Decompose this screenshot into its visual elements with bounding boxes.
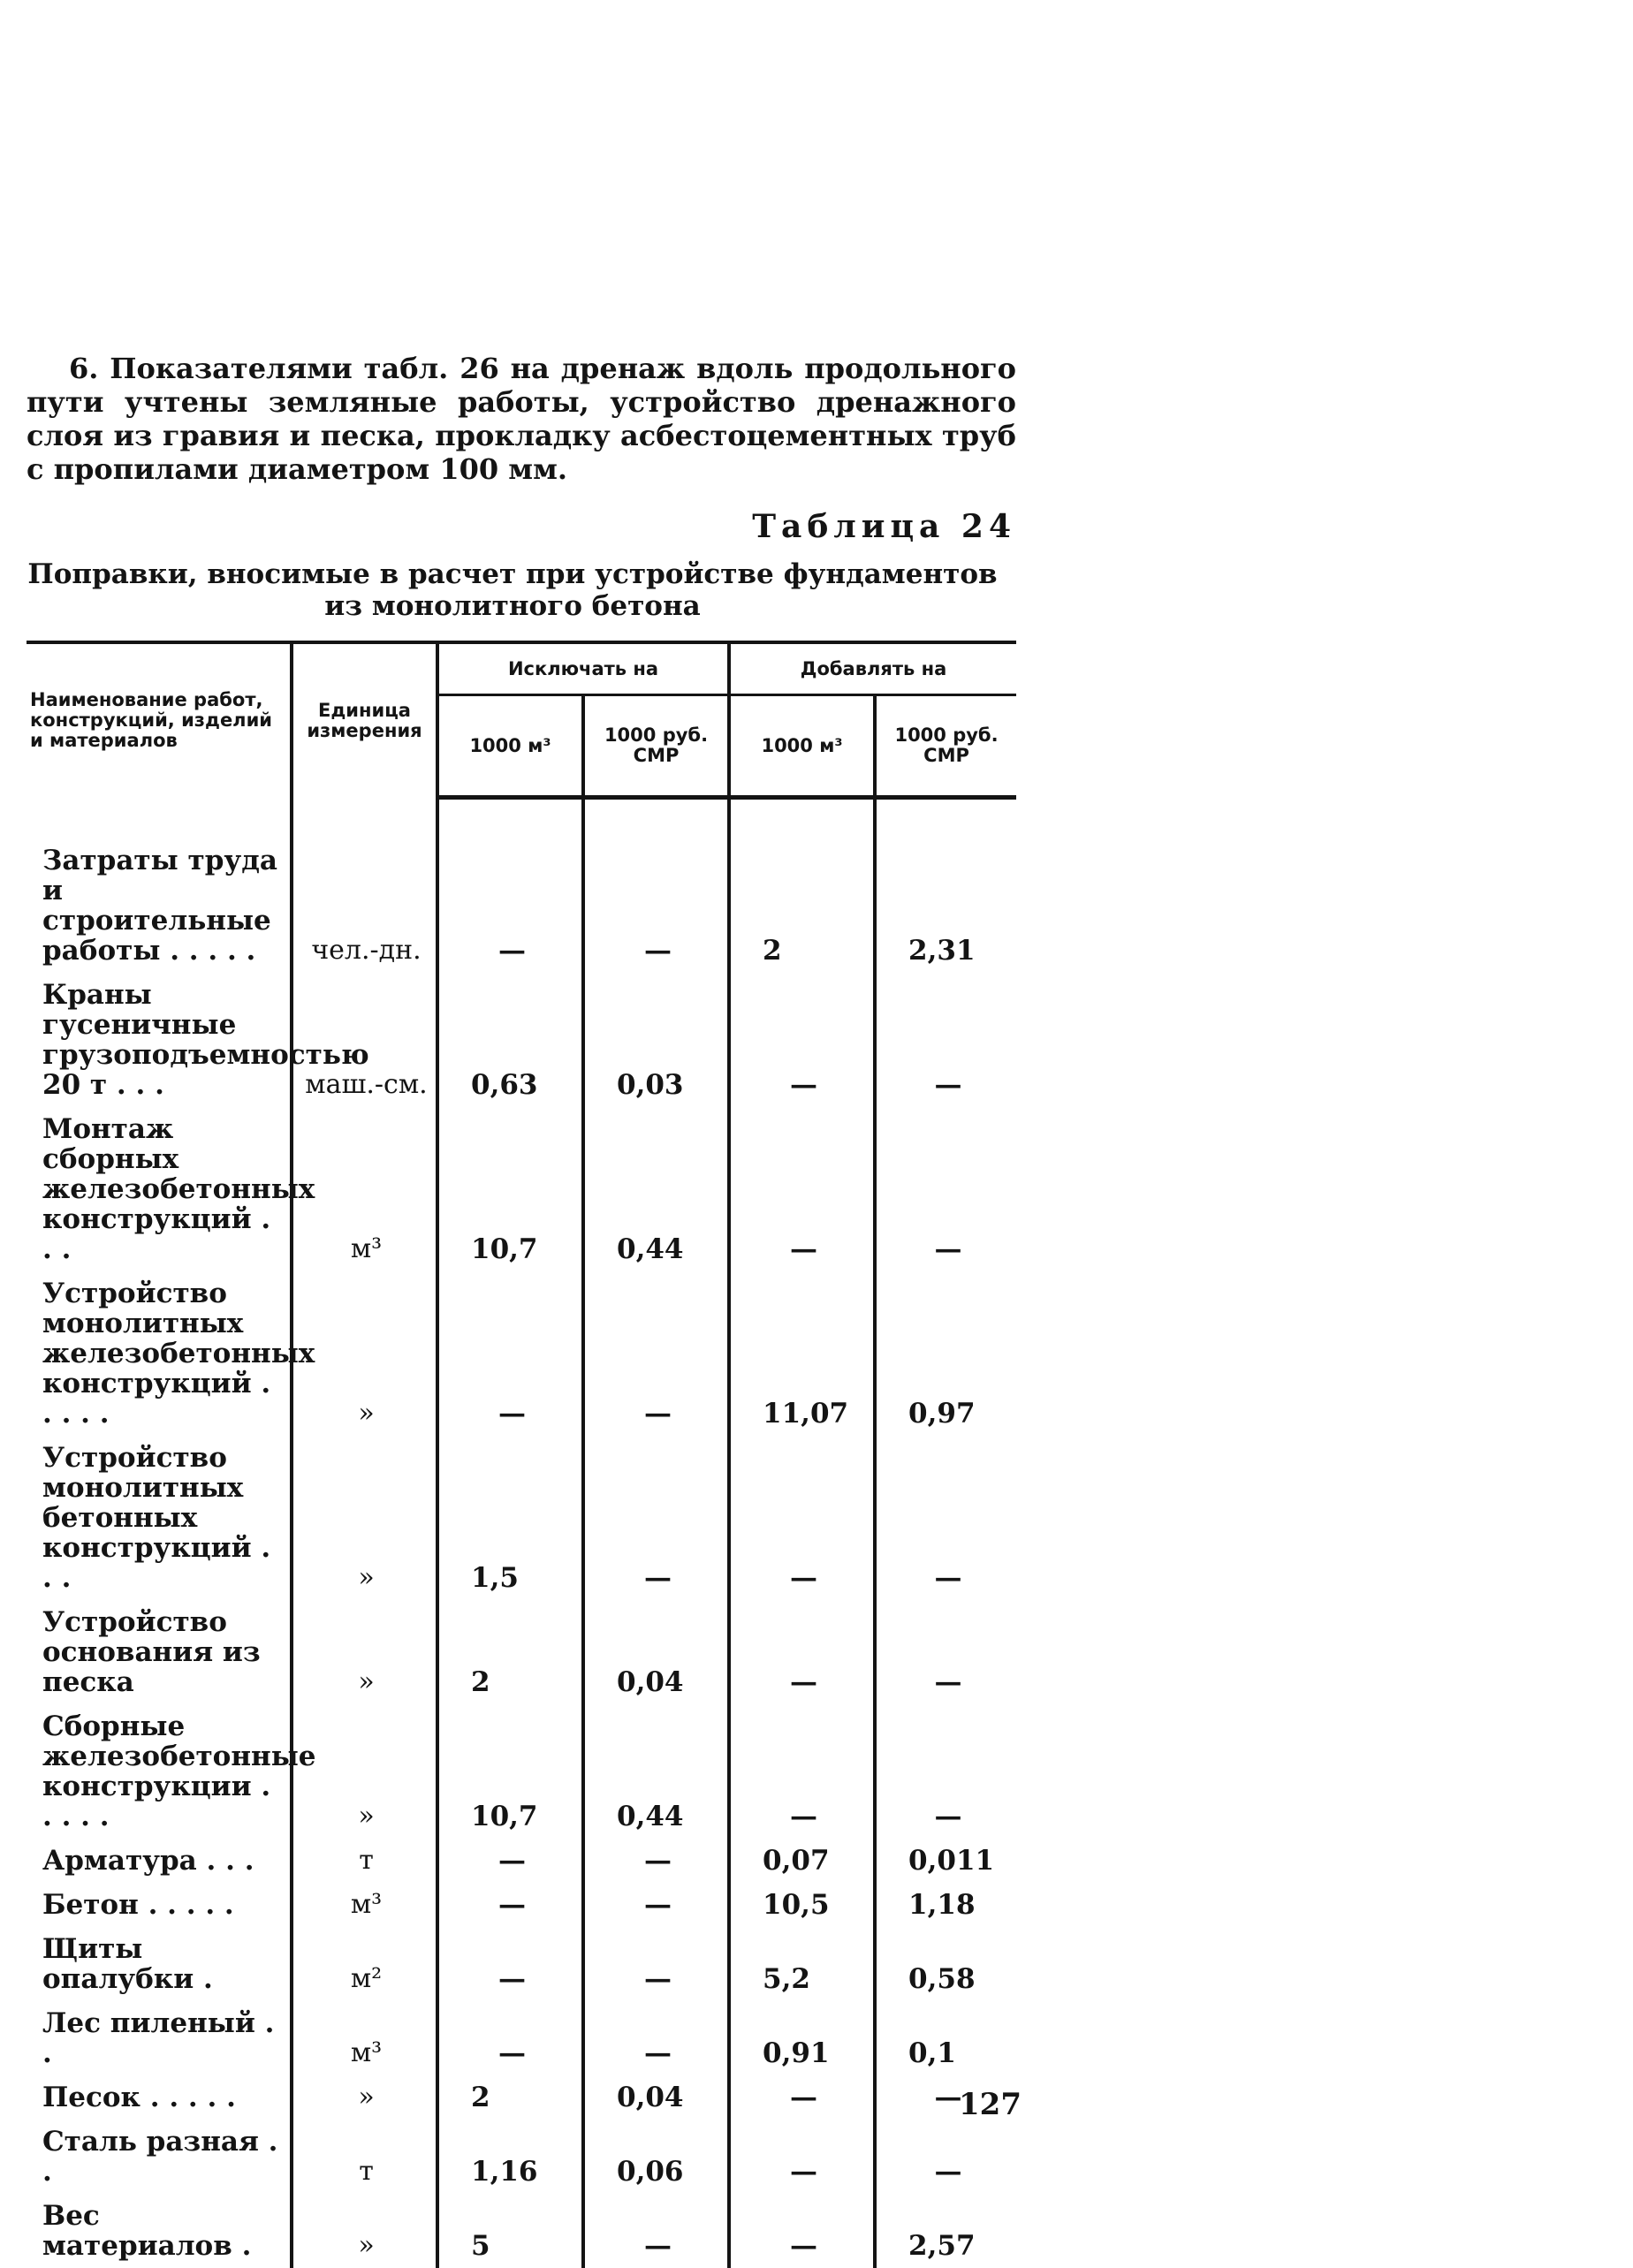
- cell-exclude-1000rub: —: [583, 1883, 729, 1927]
- cell-add-1000rub: 2,31: [875, 798, 1016, 973]
- cell-unit: »: [292, 2194, 437, 2268]
- cell-name: Арматура . . .: [42, 1844, 254, 1877]
- cell-exclude-1000rub: 0,06: [583, 2120, 729, 2194]
- cell-unit: м³: [292, 2001, 437, 2075]
- cell-exclude-1000rub: —: [583, 798, 729, 973]
- cell-exclude-1000rub: —: [583, 1927, 729, 2001]
- cell-exclude-1000rub: 0,03: [583, 973, 729, 1107]
- table-row: [27, 2120, 1016, 2194]
- cell-exclude-1000rub: —: [583, 2194, 729, 2268]
- cell-name: Устройство монолитных железобетонных конструкций . . . . .: [42, 1277, 315, 1430]
- cell-name: Лес пиленый . .: [42, 2006, 275, 2069]
- cell-add-1000m3: —: [729, 1107, 875, 1271]
- cell-add-1000rub: 1,18: [875, 1883, 1016, 1927]
- cell-add-1000rub: —: [875, 1436, 1016, 1600]
- cell-name: Устройство монолитных бетонных конструкций . . .: [42, 1441, 271, 1594]
- header-add-group: Добавлять на: [729, 642, 1016, 695]
- header-exclude-1000m3: 1000 м³: [437, 695, 583, 798]
- cell-exclude-1000m3: —: [437, 798, 583, 973]
- cell-name: Устройство основания из песка: [42, 1605, 261, 1698]
- cell-exclude-1000m3: —: [437, 1839, 583, 1883]
- table-row: [27, 1107, 1016, 1271]
- table-body: [27, 798, 1016, 2268]
- cell-add-1000m3: —: [729, 1436, 875, 1600]
- cell-exclude-1000m3: 1,5: [437, 1436, 583, 1600]
- table-row: [27, 1927, 1016, 2001]
- cell-exclude-1000rub: —: [583, 1839, 729, 1883]
- cell-exclude-1000m3: —: [437, 1271, 583, 1436]
- cell-add-1000rub: —: [875, 1600, 1016, 1704]
- cell-add-1000rub: 0,1: [875, 2001, 1016, 2075]
- cell-add-1000rub: —: [875, 2120, 1016, 2194]
- cell-exclude-1000rub: 0,04: [583, 1600, 729, 1704]
- cell-add-1000m3: 0,91: [729, 2001, 875, 2075]
- cell-unit: м²: [292, 1927, 437, 2001]
- cell-name: Сталь разная . .: [42, 2125, 278, 2188]
- cell-add-1000m3: 11,07: [729, 1271, 875, 1436]
- table-row: [27, 2001, 1016, 2075]
- table-row: [27, 1271, 1016, 1436]
- cell-unit: маш.-см.: [292, 973, 437, 1107]
- cell-add-1000m3: —: [729, 973, 875, 1107]
- corrections-table: [27, 641, 1016, 2268]
- cell-add-1000m3: —: [729, 2194, 875, 2268]
- header-unit: Единица измерения: [292, 642, 437, 798]
- table-title-line-2: из монолитного бетона: [324, 590, 701, 622]
- cell-add-1000rub: 2,57: [875, 2194, 1016, 2268]
- cell-exclude-1000m3: 2: [437, 2075, 583, 2120]
- header-add-1000m3: 1000 м³: [729, 695, 875, 798]
- table-row: [27, 1436, 1016, 1600]
- cell-unit: т: [292, 2120, 437, 2194]
- table-row: [27, 798, 1016, 973]
- cell-unit: »: [292, 1600, 437, 1704]
- cell-name: Вес материалов .: [42, 2199, 252, 2262]
- cell-exclude-1000m3: —: [437, 2001, 583, 2075]
- cell-add-1000m3: 0,07: [729, 1839, 875, 1883]
- cell-exclude-1000rub: —: [583, 2001, 729, 2075]
- cell-exclude-1000rub: 0,44: [583, 1704, 729, 1839]
- cell-add-1000m3: 2: [729, 798, 875, 973]
- cell-exclude-1000m3: 5: [437, 2194, 583, 2268]
- table-title: [27, 558, 999, 622]
- cell-name: Песок . . . . .: [42, 2081, 236, 2113]
- header-name: Наименование работ, конструкций, изделий и материалов: [27, 642, 292, 798]
- cell-unit: м³: [292, 1107, 437, 1271]
- cell-unit: »: [292, 1704, 437, 1839]
- header-row-groups: [27, 642, 1016, 695]
- table-row: [27, 1839, 1016, 1883]
- cell-exclude-1000m3: 1,16: [437, 2120, 583, 2194]
- cell-exclude-1000m3: 10,7: [437, 1107, 583, 1271]
- cell-exclude-1000m3: 10,7: [437, 1704, 583, 1839]
- cell-name: Монтаж сборных железобетонных конструкций . . .: [42, 1112, 315, 1265]
- cell-add-1000rub: —: [875, 2075, 1016, 2120]
- cell-unit: т: [292, 1839, 437, 1883]
- page-number: 127: [959, 2087, 1022, 2122]
- intro-paragraph: 6. Показателями табл. 26 на дренаж вдоль продольного пути учтены земляные работы, устройство дренажного слоя из гравия и песка, прокладку асбестоцементных труб с пропилами диаметром 100 мм.: [27, 352, 1016, 486]
- cell-name: Сборные железобетонные конструкции . . . . .: [42, 1710, 316, 1832]
- cell-add-1000rub: 0,97: [875, 1271, 1016, 1436]
- table-row: [27, 2075, 1016, 2120]
- cell-unit: »: [292, 1436, 437, 1600]
- cell-unit: »: [292, 2075, 437, 2120]
- cell-name: Щиты опалубки .: [42, 1932, 213, 1995]
- header-exclude-1000rub: 1000 руб. СМР: [583, 695, 729, 798]
- table-row: [27, 1883, 1016, 1927]
- cell-exclude-1000rub: —: [583, 1436, 729, 1600]
- cell-add-1000rub: 0,011: [875, 1839, 1016, 1883]
- cell-unit: чел.-дн.: [292, 798, 437, 973]
- cell-exclude-1000m3: —: [437, 1883, 583, 1927]
- cell-add-1000rub: —: [875, 973, 1016, 1107]
- cell-name: Бетон . . . . .: [42, 1888, 234, 1921]
- header-add-1000rub: 1000 руб. СМР: [875, 695, 1016, 798]
- cell-exclude-1000rub: —: [583, 1271, 729, 1436]
- cell-add-1000m3: —: [729, 1600, 875, 1704]
- cell-exclude-1000m3: 0,63: [437, 973, 583, 1107]
- cell-add-1000rub: 0,58: [875, 1927, 1016, 2001]
- cell-exclude-1000m3: —: [437, 1927, 583, 2001]
- table-row: [27, 1704, 1016, 1839]
- cell-exclude-1000rub: 0,04: [583, 2075, 729, 2120]
- table-row: [27, 1600, 1016, 1704]
- header-exclude-group: Исключать на: [437, 642, 729, 695]
- cell-name: Краны гусеничные грузоподъемностью 20 т . . .: [42, 978, 369, 1101]
- cell-add-1000m3: —: [729, 1704, 875, 1839]
- cell-unit: »: [292, 1271, 437, 1436]
- cell-add-1000m3: —: [729, 2120, 875, 2194]
- table-label: Таблица 24: [752, 508, 1016, 545]
- table-title-line-1: Поправки, вносимые в расчет при устройстве фундаментов: [27, 558, 998, 590]
- cell-exclude-1000m3: 2: [437, 1600, 583, 1704]
- cell-add-1000rub: —: [875, 1704, 1016, 1839]
- cell-add-1000m3: 5,2: [729, 1927, 875, 2001]
- cell-name: Затраты труда и строительные работы . . . . .: [42, 844, 277, 967]
- cell-add-1000m3: 10,5: [729, 1883, 875, 1927]
- cell-exclude-1000rub: 0,44: [583, 1107, 729, 1271]
- cell-add-1000rub: —: [875, 1107, 1016, 1271]
- cell-unit: м³: [292, 1883, 437, 1927]
- table-row: [27, 973, 1016, 1107]
- cell-add-1000m3: —: [729, 2075, 875, 2120]
- table-row: [27, 2194, 1016, 2268]
